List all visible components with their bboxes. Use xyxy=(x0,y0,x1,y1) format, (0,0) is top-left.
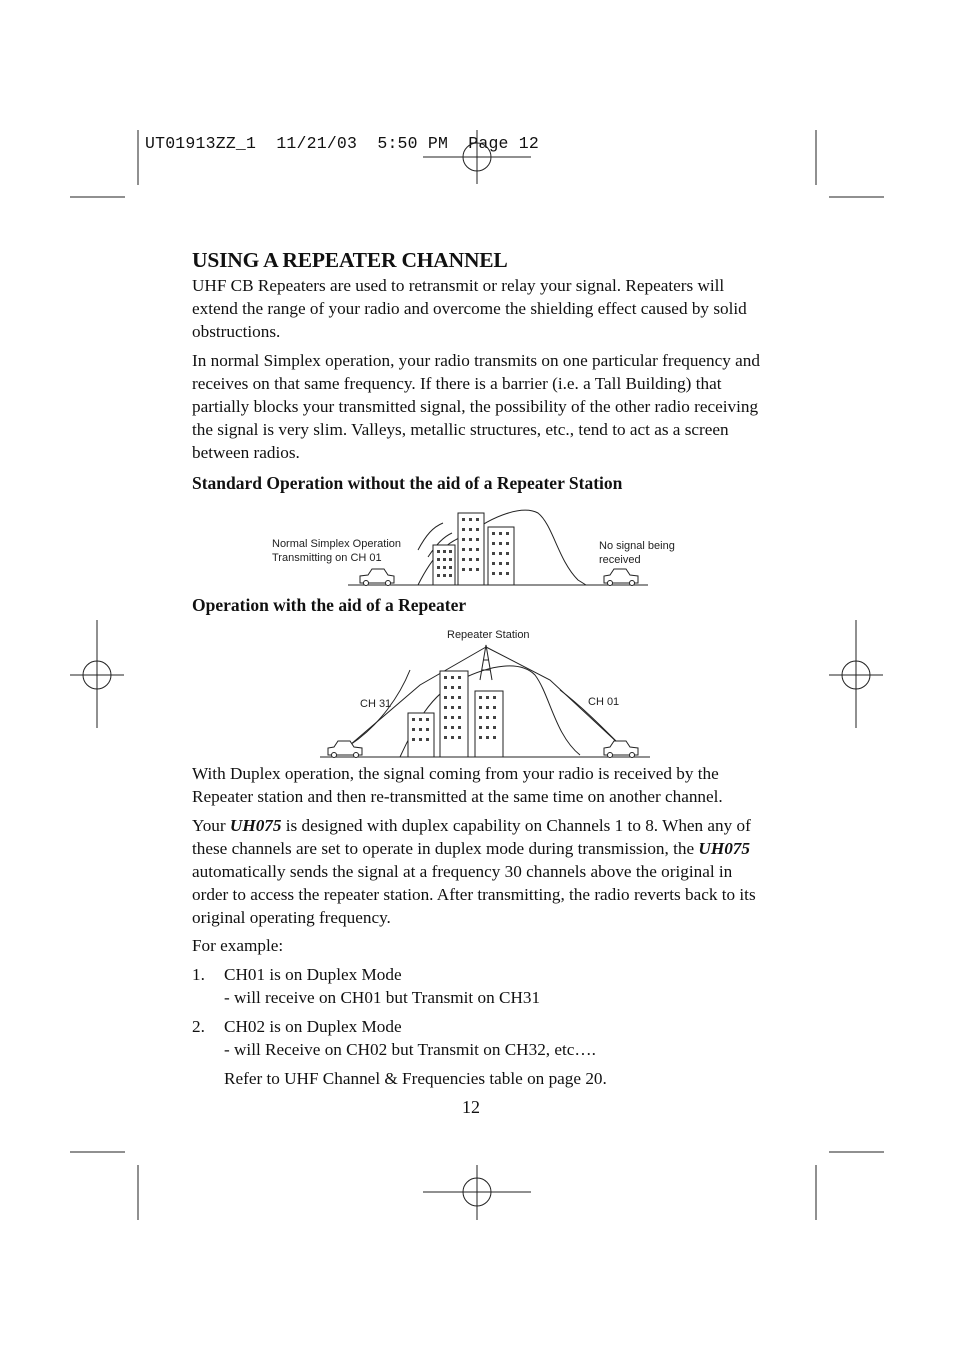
label-received: received xyxy=(599,554,641,566)
label-transmitting-ch01: Transmitting on CH 01 xyxy=(272,552,382,564)
list-line: - will Receive on CH02 but Transmit on CH32, etc…. xyxy=(224,1040,596,1059)
repeater-diagram-art xyxy=(320,625,650,760)
label-ch01: CH 01 xyxy=(588,696,620,708)
label-no-signal: No signal being xyxy=(599,540,675,552)
page-number: 12 xyxy=(462,1097,480,1117)
simplex-paragraph: In normal Simplex operation, your radio transmits on one particular frequency and receives on that same frequency. If there is a barrier (i.e. a Tall Building) that partially blocks your transmitted signal, the possibility of the other radio receiving the signal is very slim. Valleys, metallic structures, etc., tend to act as a screen between radios. xyxy=(192,351,760,462)
list-number: 2. xyxy=(192,1017,205,1036)
printer-slug: UT01913ZZ_1 11/21/03 5:50 PM Page 12 xyxy=(145,134,539,153)
model-name: UH075 xyxy=(698,839,750,858)
model-text-a: Your xyxy=(192,816,230,835)
model-name: UH075 xyxy=(229,816,282,835)
model-text-b: is designed with duplex capability on Channels 1 to 8. When any of these channels are set to operate in duplex mode during transmission, the xyxy=(192,816,751,858)
simplex-diagram xyxy=(268,505,688,587)
label-repeater-station: Repeater Station xyxy=(447,629,530,641)
list-item xyxy=(192,1015,596,1061)
label-ch31: CH 31 xyxy=(360,698,392,710)
label-simplex-operation: Normal Simplex Operation xyxy=(272,538,401,550)
subheading-repeater-operation: Operation with the aid of a Repeater xyxy=(192,595,467,615)
example-label: For example: xyxy=(192,936,284,955)
repeater-diagram xyxy=(320,625,650,760)
intro-paragraph: UHF CB Repeaters are used to retransmit or relay your signal. Repeaters will extend the range of your radio and overcome the shielding effect caused by solid obstructions. xyxy=(192,276,747,341)
model-paragraph xyxy=(192,814,767,929)
reference-note: Refer to UHF Channel & Frequencies table on page 20. xyxy=(224,1069,607,1088)
model-text-c: automatically sends the signal at a frequency 30 channels above the original in order to access the repeater station. After transmitting, the radio reverts back to its original operating frequency. xyxy=(192,862,756,927)
duplex-paragraph: With Duplex operation, the signal coming from your radio is received by the Repeater station and then re-transmitted at the same time on another channel. xyxy=(192,764,723,806)
list-item xyxy=(192,963,540,1009)
list-line: CH02 is on Duplex Mode xyxy=(224,1017,402,1036)
page-title: USING A REPEATER CHANNEL xyxy=(192,248,508,272)
subheading-standard-operation: Standard Operation without the aid of a Repeater Station xyxy=(192,473,623,493)
list-number: 1. xyxy=(192,965,205,984)
list-line: - will receive on CH01 but Transmit on CH31 xyxy=(224,988,541,1007)
list-line: CH01 is on Duplex Mode xyxy=(224,965,402,984)
